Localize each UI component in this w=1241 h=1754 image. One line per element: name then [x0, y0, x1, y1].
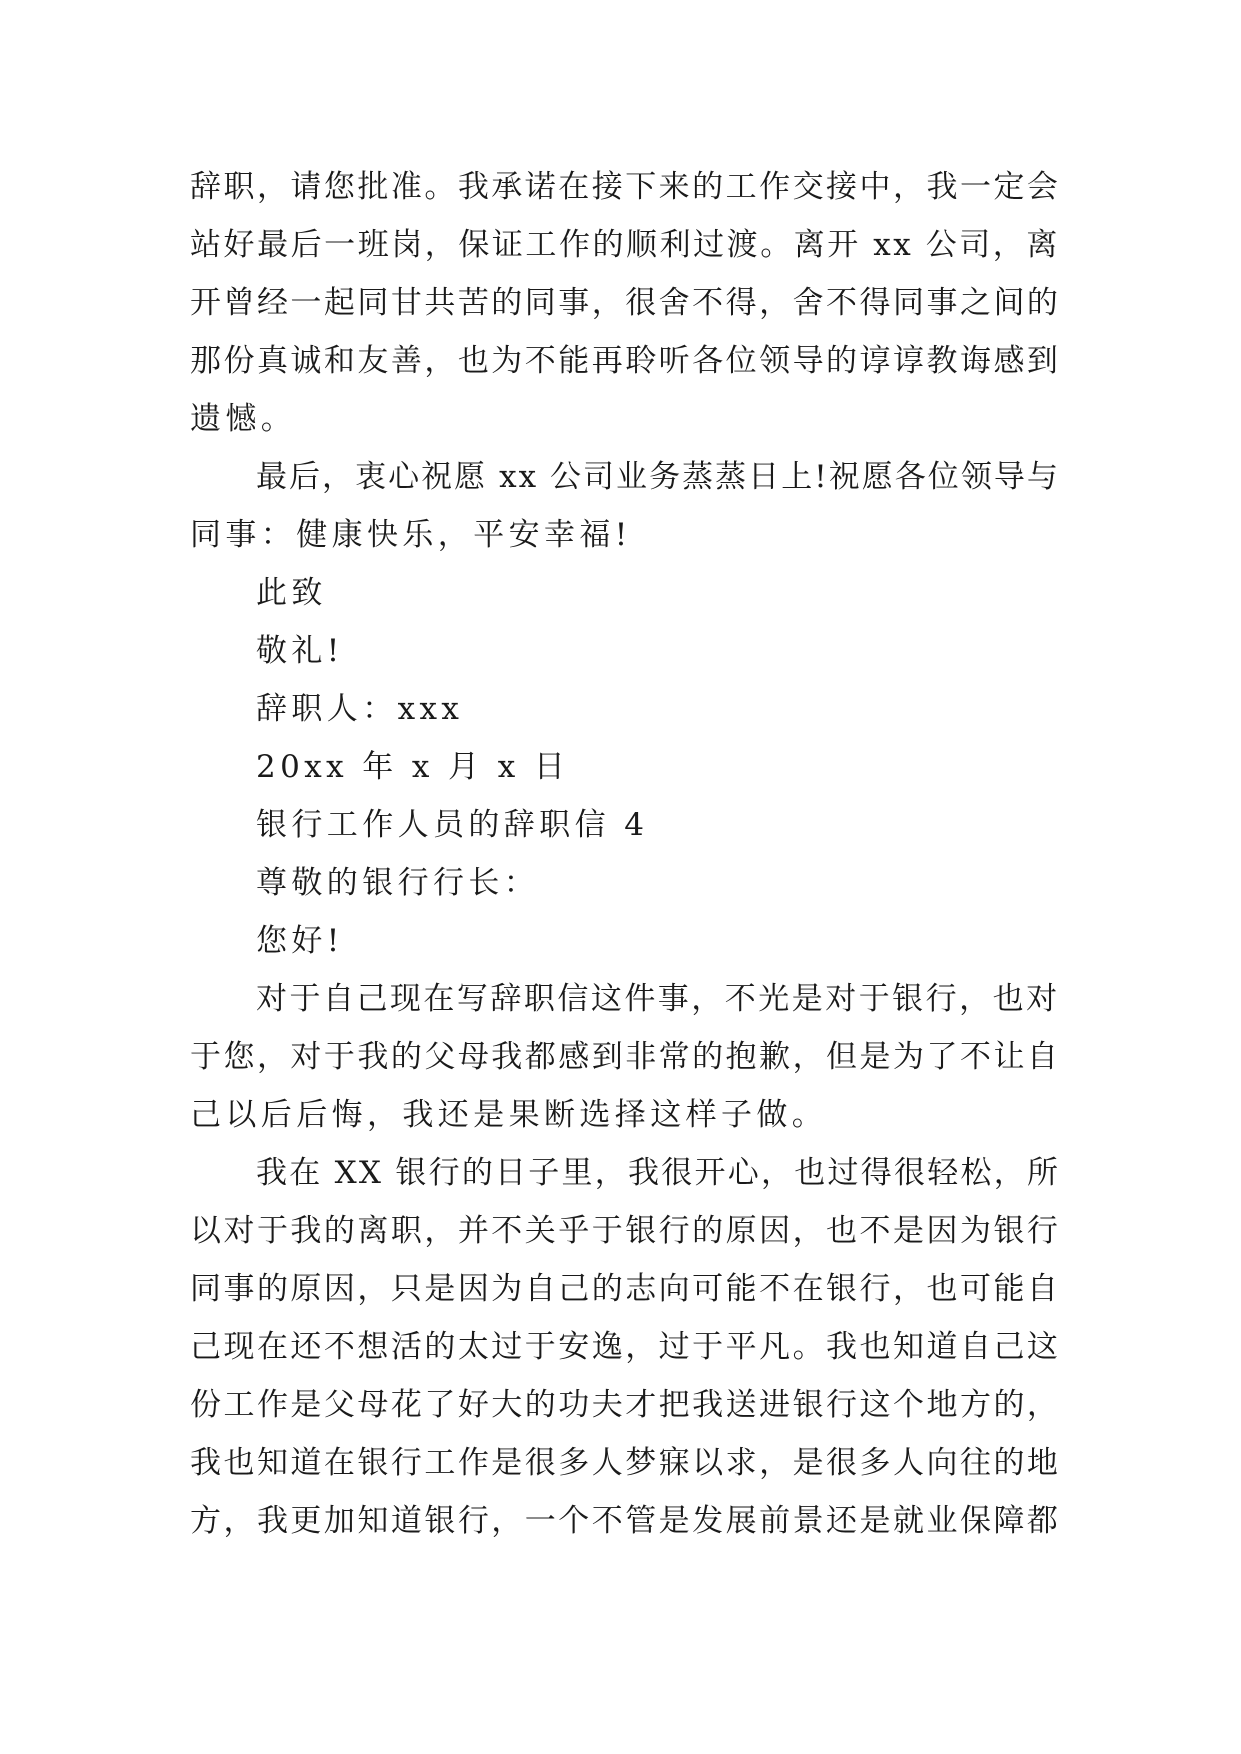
text-line: 方，我更加知道银行，一个不管是发展前景还是就业保障都 [190, 1503, 1061, 1539]
text-line: 最后，衷心祝愿 xx 公司业务蒸蒸日上!祝愿各位领导与 [256, 459, 1060, 495]
text-line: 同事：健康快乐，平安幸福! [190, 517, 632, 553]
text-line: 站好最后一班岗，保证工作的顺利过渡。离开 xx 公司，离 [190, 227, 1060, 263]
text-line: 己现在还不想活的太过于安逸，过于平凡。我也知道自己这 [190, 1329, 1061, 1365]
text-line: 我在 XX 银行的日子里，我很开心，也过得很轻松，所 [256, 1155, 1061, 1191]
text-line: 尊敬的银行行长： [256, 865, 540, 901]
text-line: 份工作是父母花了好大的功夫才把我送进银行这个地方的， [190, 1387, 1061, 1423]
text-line: 敬礼! [256, 633, 344, 669]
text-line: 您好! [256, 923, 344, 959]
text-line: 辞职人：xxx [256, 691, 464, 727]
text-line: 辞职，请您批准。我承诺在接下来的工作交接中，我一定会 [190, 169, 1061, 205]
text-line: 于您，对于我的父母我都感到非常的抱歉，但是为了不让自 [190, 1039, 1061, 1075]
letter-body [190, 158, 1060, 1550]
text-line: 开曾经一起同甘共苦的同事，很舍不得，舍不得同事之间的 [190, 285, 1061, 321]
text-line: 己以后后悔，我还是果断选择这样子做。 [190, 1097, 828, 1133]
text-line: 我也知道在银行工作是很多人梦寐以求，是很多人向往的地 [190, 1445, 1061, 1481]
text-line: 同事的原因，只是因为自己的志向可能不在银行，也可能自 [190, 1271, 1061, 1307]
text-line: 此致 [256, 575, 327, 611]
text-line: 遗憾。 [190, 401, 297, 437]
text-line: 20xx 年 x 月 x 日 [256, 749, 570, 785]
text-line: 以对于我的离职，并不关乎于银行的原因，也不是因为银行 [190, 1213, 1061, 1249]
text-line: 银行工作人员的辞职信 4 [256, 807, 649, 843]
text-line: 对于自己现在写辞职信这件事，不光是对于银行，也对 [256, 981, 1060, 1017]
text-line: 那份真诚和友善，也为不能再聆听各位领导的谆谆教诲感到 [190, 343, 1061, 379]
